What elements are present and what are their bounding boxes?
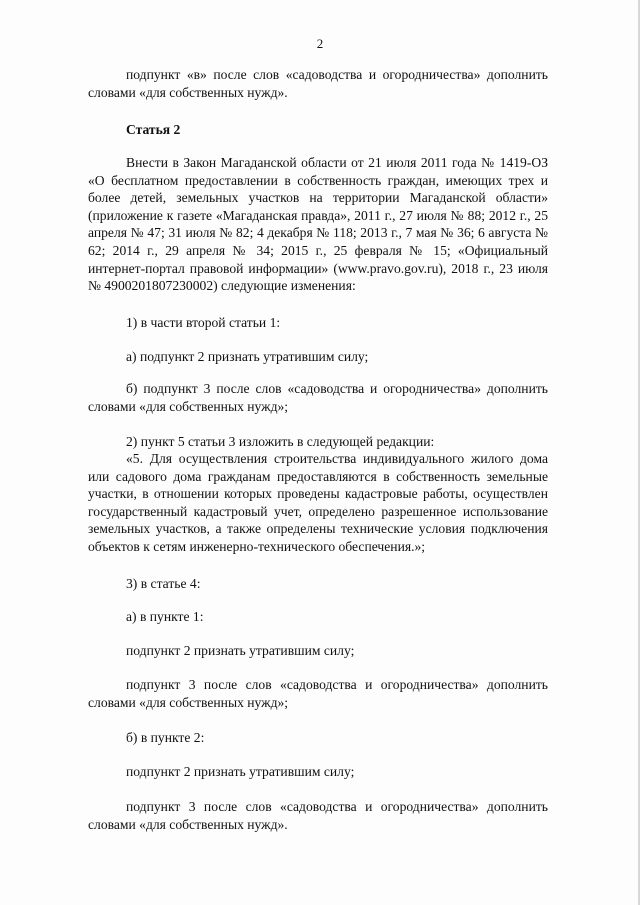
article-heading: Статья 2: [126, 122, 181, 137]
paragraph-subpoint-v: подпункт «в» после слов «садоводства и огородничества» дополнить словами «для собственных нужд».: [88, 67, 548, 100]
paragraph-item-3b: б) в пункте 2:: [126, 730, 205, 745]
paragraph-amendment-intro: Внести в Закон Магаданской области от 21 июля 2011 года № 1419-ОЗ «О бесплатном предоставлении в собственность граждан, имеющих трех и более детей, земельных участков на территории Магаданской области» (приложение к газете «Магаданская правда», 2011 г., 27 июля № 88; 2012 г., 25 апреля № 47; 31 июля № 82; 4 декабря № 118; 2013 г., 7 мая № 36; 6 августа № 62; 2014 г., 29 апреля № 34; 2015 г., 25 февраля № 15; «Официальный интернет-портал правовой информации» (www.pravo.gov.ru), 2018 г., 23 июля № 4900201807230002) следующие изменения:: [88, 155, 548, 294]
paragraph-item-3b-sub3: подпункт 3 после слов «садоводства и огородничества» дополнить словами «для собственных нужд».: [88, 799, 548, 832]
paragraph-item-3b-sub2: подпункт 2 признать утратившим силу;: [126, 764, 355, 779]
paragraph-item-2: 2) пункт 5 статьи 3 изложить в следующей редакции:: [126, 434, 435, 449]
paragraph-item-3a: а) в пункте 1:: [126, 609, 204, 624]
paragraph-item-1: 1) в части второй статьи 1:: [126, 315, 281, 330]
paragraph-new-point-5: «5. Для осуществления строительства индивидуального жилого дома или садового дома гражданам предоставляются в собственность земельные участки, в отношении которых проведены кадастровые работы, осуществлен государственный кадастровый учет, определено разрешенное использование земельных участков, а также определены технические условия подключения объектов к сетям инженерно-технического обеспечения.»;: [88, 451, 548, 554]
paragraph-item-3a-sub2: подпункт 2 признать утратившим силу;: [126, 643, 355, 658]
page-number: 2: [316, 36, 324, 51]
paragraph-item-1a: а) подпункт 2 признать утратившим силу;: [126, 349, 369, 364]
paragraph-item-1b: б) подпункт 3 после слов «садоводства и огородничества» дополнить словами «для собственных нужд»;: [88, 381, 548, 414]
paragraph-item-3: 3) в статье 4:: [126, 576, 201, 591]
paragraph-item-3a-sub3: подпункт 3 после слов «садоводства и огородничества» дополнить словами «для собственных нужд»;: [88, 677, 548, 710]
